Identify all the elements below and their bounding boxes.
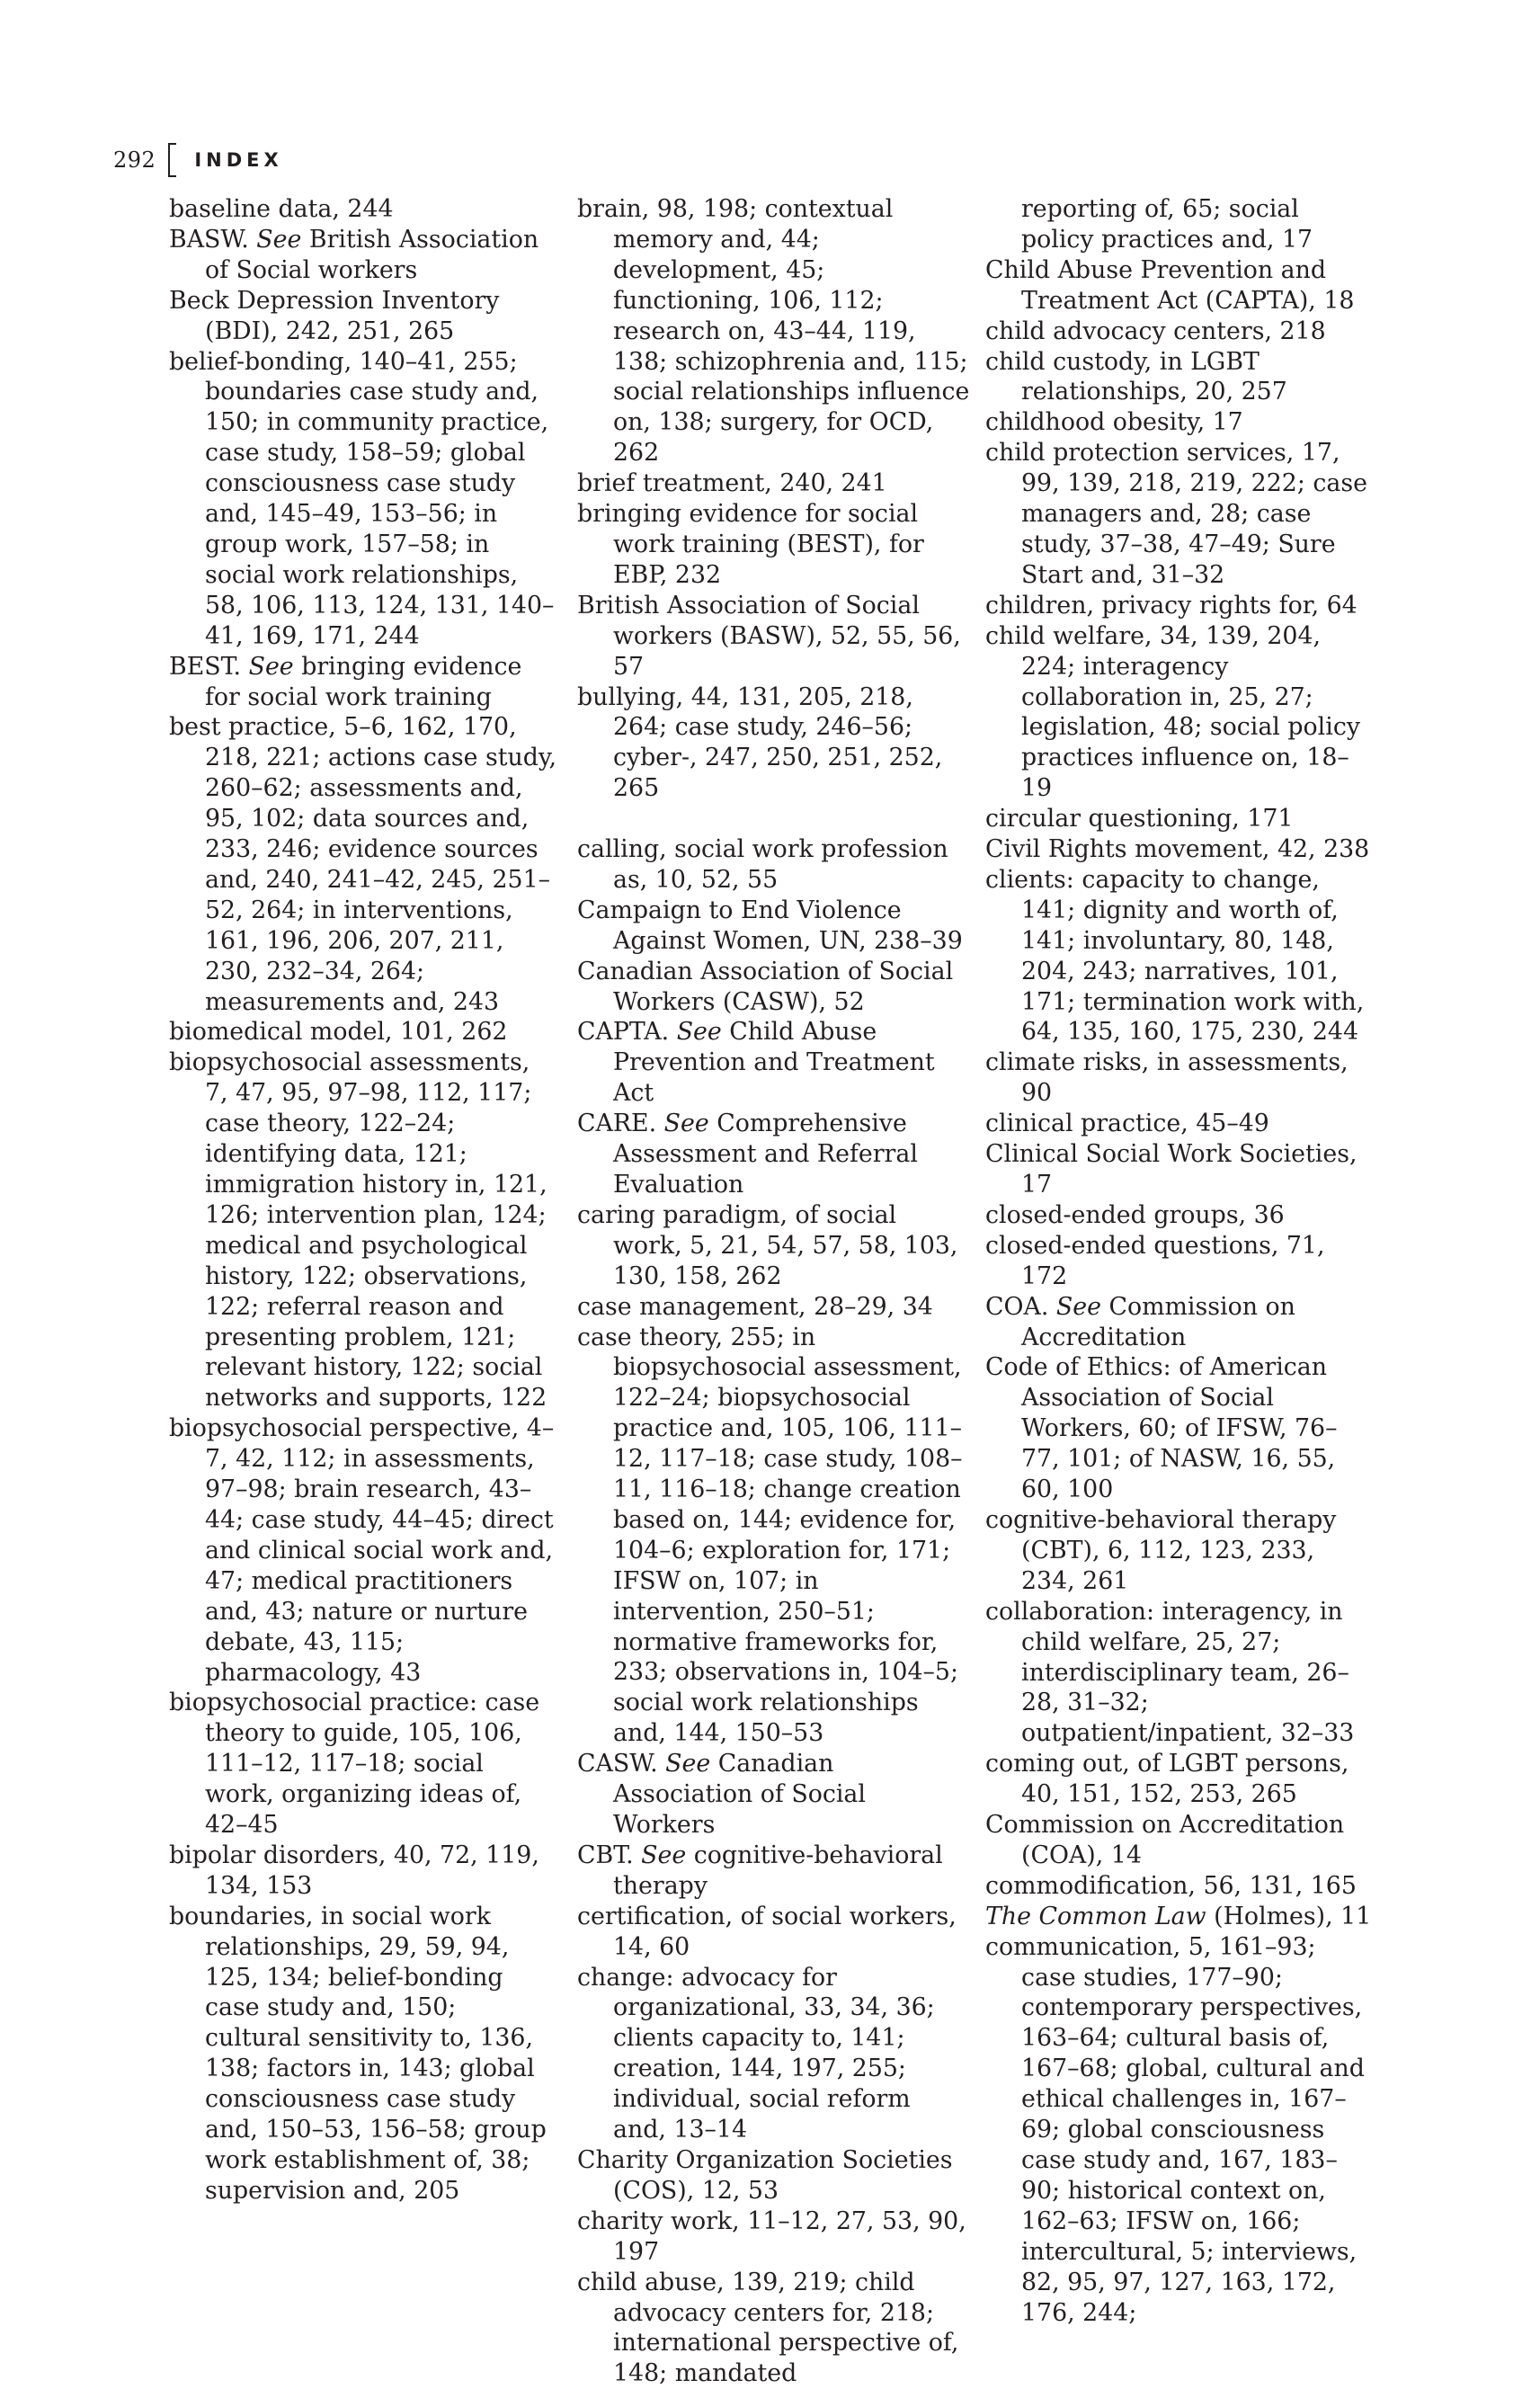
index-entry: The Common Law (Holmes), 11 [985, 1902, 1372, 1930]
index-entry: bringing evidence for social work training (BEST), for EBP, 232 [577, 500, 924, 589]
index-entry: certification, of social workers, 14, 60 [577, 1902, 957, 1961]
index-entry: COA. See Commission on Accreditation [985, 1292, 1295, 1351]
index-entry: children, privacy rights for, 64 [985, 591, 1358, 620]
index-entry: communication, 5, 161–93; case studies, 177–90; contemporary perspectives, 163–64; cultural basis of, 167–68; global, cultural and ethical challenges in, 167–69; global consciousness case study and, 167, 183–90; historical context on, 162–63; IFSW on, 166; intercultural, 5; interviews, 82, 95, 97, 127, 163, 172, 176, 244; [985, 1932, 1365, 2327]
index-entry: child protection services, 17, 99, 139, 218, 219, 222; case managers and, 28; case study, 37–38, 47–49; Sure Start and, 31–32 [985, 439, 1367, 589]
index-entry: baseline data, 244 [169, 195, 394, 223]
page-number: 292 [113, 147, 156, 173]
index-entry: caring paradigm, of social work, 5, 21, 54, 57, 58, 103, 130, 158, 262 [577, 1200, 958, 1290]
index-entry: biopsychosocial assessments, 7, 47, 95, 97–98, 112, 117; case theory, 122–24; identifying data, 121; immigration history in, 121, 126; intervention plan, 124; medical and psychological history, 122; observations, 122; referral reason and presenting problem, 121; relevant history, 122; social networks and supports, 122 [169, 1048, 547, 1413]
index-entry: case management, 28–29, 34 [577, 1292, 933, 1321]
letter-section-gap [577, 804, 971, 834]
index-entry: Code of Ethics: of American Association of Social Workers, 60; of IFSW, 76–77, 101; of NASW, 16, 55, 60, 100 [985, 1353, 1338, 1504]
index-entry: Civil Rights movement, 42, 238 [985, 835, 1370, 864]
index-entry: CASW. See Canadian Association of Social Workers [577, 1750, 866, 1840]
index-entry: Child Abuse Prevention and Treatment Act (CAPTA), 18 [985, 255, 1355, 315]
index-entry: child advocacy centers, 218 [985, 316, 1326, 345]
index-column-1 [169, 194, 559, 2206]
index-entry: bullying, 44, 131, 205, 218, 264; case study, 246–56; cyber-, 247, 250, 251, 252, 265 [577, 682, 943, 803]
index-entry: biopsychosocial practice: case theory to guide, 105, 106, 111–12, 117–18; social work, organizing ideas of, 42–45 [169, 1689, 540, 1840]
index-entry: Campaign to End Violence Against Women, UN, 238–39 [577, 896, 963, 955]
index-entry: Beck Depression Inventory (BDI), 242, 251, 265 [169, 286, 500, 345]
index-entry: CBT. See cognitive-behavioral therapy [577, 1841, 943, 1900]
index-entry: reporting of, 65; social policy practices and, 17 [1021, 195, 1313, 254]
index-entry: commodification, 56, 131, 165 [985, 1871, 1357, 1900]
index-entry: biopsychosocial perspective, 4–7, 42, 112; in assessments, 97–98; brain research, 43–44; case study, 44–45; direct and clinical social work and, 47; medical practitioners and, 43; nature or nurture debate, 43, 115; pharmacology, 43 [169, 1414, 555, 1687]
index-entry: Canadian Association of Social Workers (CASW), 52 [577, 957, 954, 1016]
running-header [113, 138, 283, 183]
index-entry: British Association of Social workers (BASW), 52, 55, 56, 57 [577, 591, 961, 681]
index-entry: closed-ended groups, 36 [985, 1200, 1285, 1229]
index-entry: Charity Organization Societies (COS), 12, 53 [577, 2145, 953, 2205]
header-bracket [168, 143, 176, 177]
index-entry: child abuse, 139, 219; child advocacy centers for, 218; international perspective of, 148; mandated [577, 2268, 959, 2388]
index-entry: bipolar disorders, 40, 72, 119, 134, 153 [169, 1841, 539, 1900]
index-entry: clinical practice, 45–49 [985, 1110, 1269, 1138]
index-entry: coming out, of LGBT persons, 40, 151, 152, 253, 265 [985, 1750, 1349, 1809]
index-entry: change: advocacy for organizational, 33, 34, 36; clients capacity to, 141; creation, 144, 197, 255; individual, social reform and, 13–14 [577, 1963, 935, 2144]
index-entry: child welfare, 34, 139, 204, 224; interagency collaboration in, 25, 27; legislation, 48; social policy practices influence on, 18–19 [985, 621, 1360, 803]
index-entry: belief-bonding, 140–41, 255; boundaries case study and, 150; in community practice, case study, 158–59; global consciousness case study and, 145–49, 153–56; in group work, 157–58; in social work relationships, 58, 106, 113, 124, 131, 140–41, 169, 171, 244 [169, 347, 555, 650]
index-entry: circular questioning, 171 [985, 805, 1294, 833]
index-entry: Clinical Social Work Societies, 17 [985, 1140, 1358, 1199]
index-entry: biomedical model, 101, 262 [169, 1018, 508, 1047]
index-column-2 [577, 194, 971, 2389]
index-entry: closed-ended questions, 71, 172 [985, 1231, 1325, 1290]
index-entry: best practice, 5–6, 162, 170, 218, 221; actions case study, 260–62; assessments and, 95, 102; data sources and, 233, 246; evidence sources and, 240, 241–42, 245, 251–52, 264; in interventions, 161, 196, 206, 207, 211, 230, 232–34, 264; measurements and, 243 [169, 713, 557, 1016]
index-entry: Commission on Accreditation (COA), 14 [985, 1811, 1345, 1869]
index-entry: brain, 98, 198; contextual memory and, 44; development, 45; functioning, 106, 112; research on, 43–44, 119, 138; schizophrenia and, 115; social relationships influence on, 138; surgery, for OCD, 262 [577, 195, 970, 468]
running-head-title: INDEX [194, 149, 283, 171]
index-entry: climate risks, in assessments, 90 [985, 1048, 1349, 1108]
index-entry: charity work, 11–12, 27, 53, 90, 197 [577, 2206, 966, 2266]
index-entry: CARE. See Comprehensive Assessment and Referral Evaluation [577, 1110, 918, 1199]
index-entry: CAPTA. See Child Abuse Prevention and Treatment Act [577, 1018, 935, 1108]
index-entry: calling, social work profession as, 10, 52, 55 [577, 835, 948, 894]
index-entry: brief treatment, 240, 241 [577, 469, 887, 498]
index-entry: case theory, 255; in biopsychosocial assessment, 122–24; biopsychosocial practice and, 105, 106, 111–12, 117–18; case study, 108–11, 116–18; change creation based on, 144; evidence for, 104–6; exploration for, 171; IFSW on, 107; in intervention, 250–51; normative frameworks for, 233; observations in, 104–5; social work relationships and, 144, 150–53 [577, 1323, 963, 1748]
index-entry: child custody, in LGBT relationships, 20, 257 [985, 347, 1287, 406]
index-entry: BEST. See bringing evidence for social work training [169, 652, 522, 711]
index-entry: boundaries, in social work relationships, 29, 59, 94, 125, 134; belief-bonding case study and, 150; cultural sensitivity to, 136, 138; factors in, 143; global consciousness case study and, 150–53, 156–58; group work establishment of, 38; supervision and, 205 [169, 1902, 547, 2205]
index-column-3 [985, 194, 1372, 2328]
index-entry: BASW. See British Association of Social workers [169, 225, 539, 284]
index-entry: childhood obesity, 17 [985, 408, 1243, 437]
index-entry: cognitive-behavioral therapy (CBT), 6, 112, 123, 233, 234, 261 [985, 1505, 1337, 1595]
index-entry: collaboration: interagency, in child welfare, 25, 27; interdisciplinary team, 26–28, 31–32; outpatient/inpatient, 32–33 [985, 1597, 1355, 1748]
index-entry: clients: capacity to change, 141; dignity and worth of, 141; involuntary, 80, 148, 204, 243; narratives, 101, 171; termination work with, 64, 135, 160, 175, 230, 244 [985, 865, 1365, 1047]
